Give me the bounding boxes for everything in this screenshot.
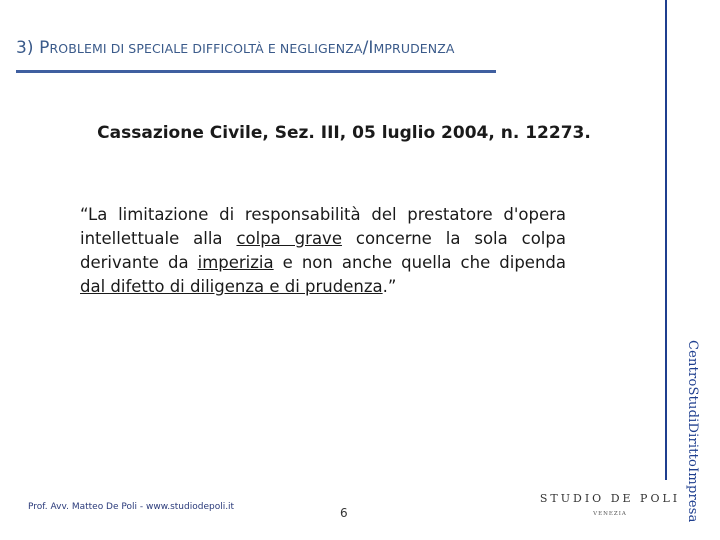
page-number: 6 (340, 506, 348, 520)
quote-part-4: .” (382, 277, 397, 296)
quote-underlined-colpa-grave: colpa grave (236, 229, 342, 248)
title-part-1: ROBLEMI DI SPECIALE DIFFICOLTÀ E NEGLIGENZA (49, 41, 363, 56)
quote-part-1: “La limitazione di responsabilità del prestatore d'opera intellettuale alla (80, 205, 566, 248)
quote-part-3: e non anche quella che dipenda (273, 253, 566, 272)
slide-title (16, 38, 455, 58)
legal-quote (80, 203, 566, 299)
case-citation: Cassazione Civile, Sez. III, 05 luglio 2004, n. 12273. (97, 123, 591, 143)
studio-logo (530, 492, 690, 517)
title-underline (16, 70, 496, 73)
title-slash: /I (362, 38, 374, 58)
logo-city: VENEZIA (593, 511, 627, 517)
quote-part-2: concerne la sola colpa derivante da (80, 229, 566, 272)
quote-underlined-imperizia: imperizia (197, 253, 274, 272)
title-prefix: 3) P (16, 38, 50, 58)
logo-name: STUDIO DE POLI (539, 492, 681, 505)
title-part-2: MPRUDENZA (373, 41, 455, 56)
footer-author: Prof. Avv. Matteo De Poli - www.studiodepoli.it (28, 502, 235, 512)
quote-underlined-difetto: dal difetto di diligenza e di prudenza (80, 277, 383, 296)
sidebar-brand-text: CentroStudiDirittoImpresa (685, 340, 700, 523)
sidebar-divider (665, 0, 667, 480)
